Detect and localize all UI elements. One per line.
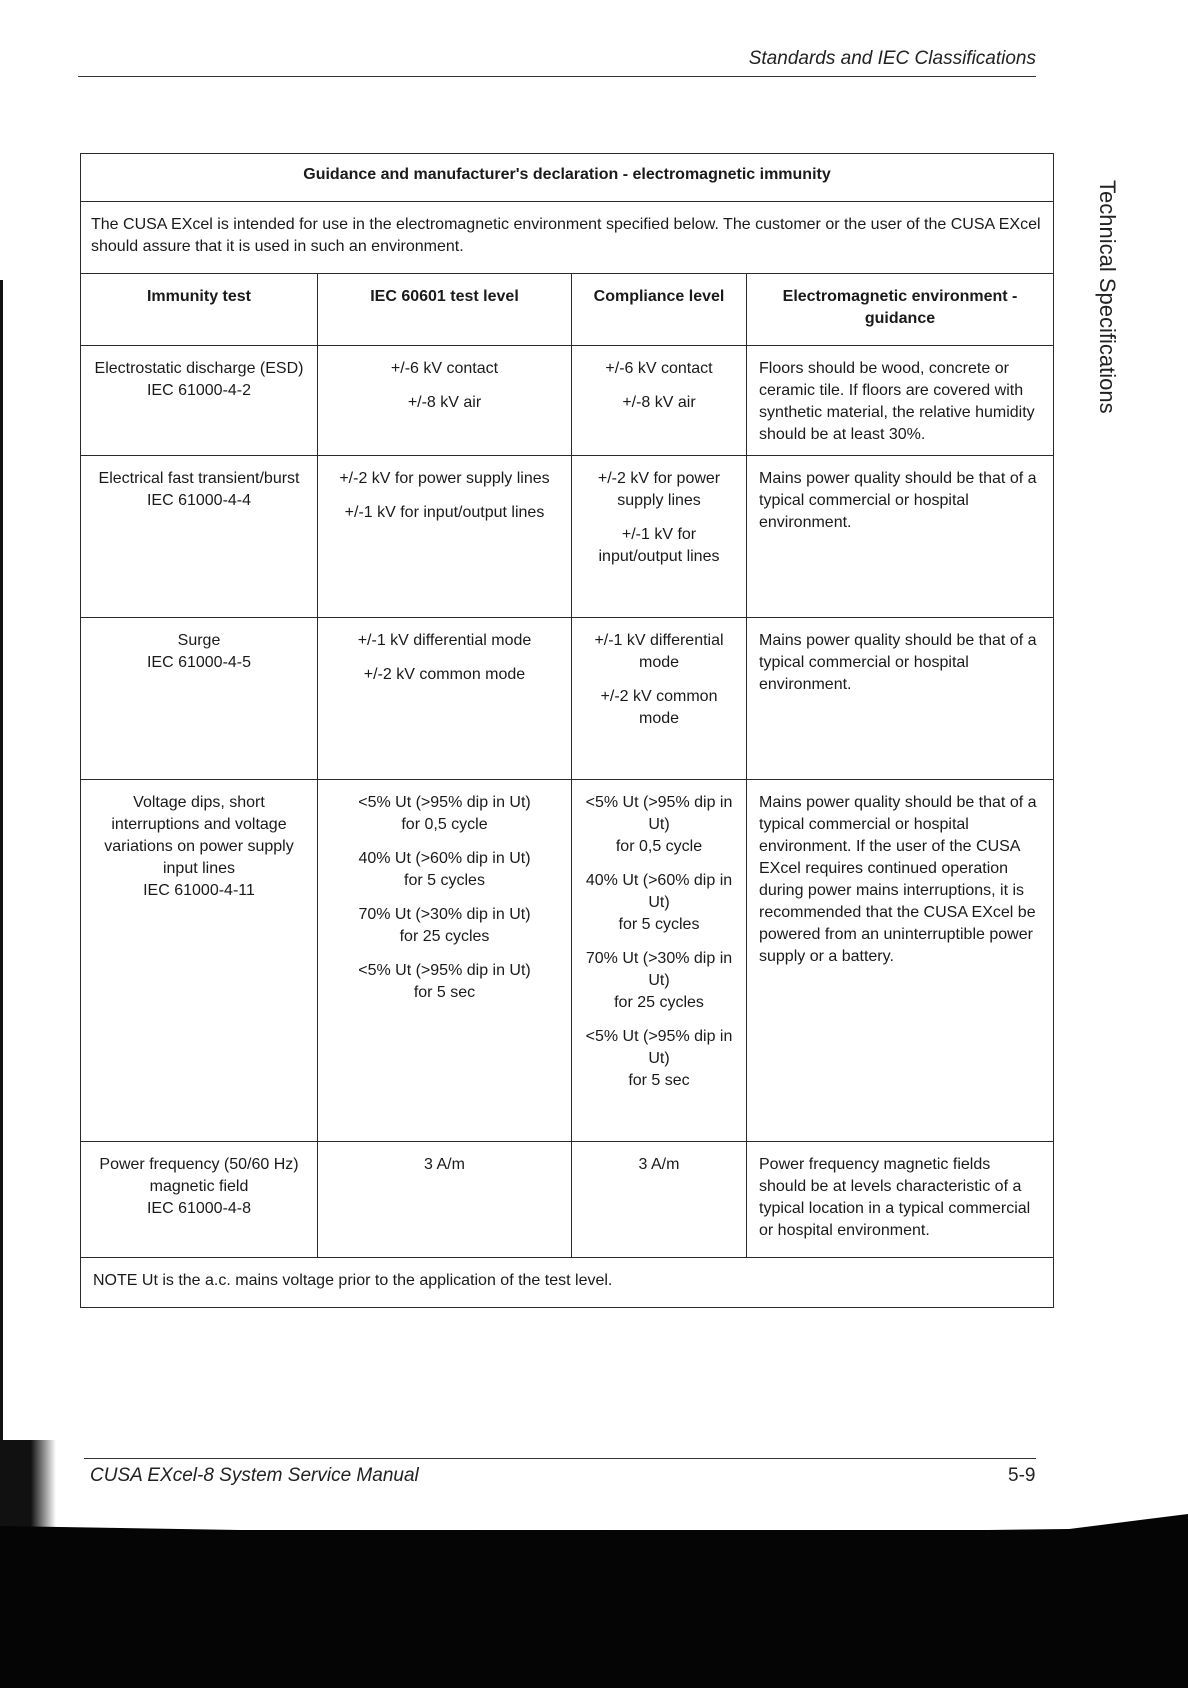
iec-test-level-item: +/-8 kV air [407, 394, 482, 411]
footer-manual-title: CUSA EXcel-8 System Service Manual [90, 1465, 419, 1486]
iec-test-level-cell [318, 1142, 572, 1258]
iec-test-level-item: +/-2 kV for power supply lines [339, 470, 550, 487]
side-tab-label: Technical Specifications [1095, 180, 1120, 414]
iec-test-level-item: 3 A/m [424, 1156, 465, 1173]
iec-test-level-item: 70% Ut (>30% dip in Ut) for 25 cycles [358, 906, 531, 945]
guidance-cell [747, 618, 1054, 780]
table-row [81, 346, 1054, 456]
compliance-level-item: +/-8 kV air [622, 394, 696, 411]
immunity-test-text: Voltage dips, short interruptions and voltage variations on power supply input lines IEC 61000-4-11 [104, 794, 294, 899]
compliance-level-cell [572, 780, 747, 1142]
guidance-cell [747, 780, 1054, 1142]
compliance-level-cell [572, 346, 747, 456]
compliance-level-item: 40% Ut (>60% dip in Ut) for 5 cycles [585, 872, 733, 933]
immunity-test-cell [81, 618, 318, 780]
guidance-text: Mains power quality should be that of a typical commercial or hospital environment. If the user of the CUSA EXcel requires continued operation during power mains interruptions, it is recommended that the CUSA EXcel be powered from an uninterruptible power supply or a battery. [759, 794, 1037, 965]
immunity-test-cell [81, 1142, 318, 1258]
table-row [81, 1142, 1054, 1258]
guidance-cell [747, 1142, 1054, 1258]
immunity-test-text: Electrical fast transient/burst IEC 61000-4-4 [98, 470, 300, 509]
table-row [81, 618, 1054, 780]
immunity-test-text: Surge IEC 61000-4-5 [146, 632, 252, 671]
iec-test-level-item: 40% Ut (>60% dip in Ut) for 5 cycles [358, 850, 531, 889]
column-header: Immunity test [81, 274, 318, 346]
compliance-level-item: +/-6 kV contact [605, 360, 713, 377]
iec-test-level-item: +/-1 kV differential mode [357, 632, 532, 649]
iec-test-level-cell [318, 780, 572, 1142]
compliance-level-cell [572, 1142, 747, 1258]
table-intro: The CUSA EXcel is intended for use in the electromagnetic environment specified below. The customer or the user of the CUSA EXcel should assure that it is used in such an environment. [81, 202, 1054, 274]
compliance-level-item: 70% Ut (>30% dip in Ut) for 25 cycles [585, 950, 733, 1011]
compliance-level-cell [572, 456, 747, 618]
scan-edge-fragment [0, 1440, 56, 1530]
guidance-text: Power frequency magnetic fields should be at levels characteristic of a typical location in a typical commercial or hospital environment. [759, 1156, 1031, 1239]
iec-test-level-item: +/-1 kV for input/output lines [344, 504, 545, 521]
header-rule [78, 76, 1036, 77]
compliance-level-item: 3 A/m [638, 1156, 680, 1173]
compliance-level-item: <5% Ut (>95% dip in Ut) for 0,5 cycle [585, 794, 733, 855]
immunity-test-text: Power frequency (50/60 Hz) magnetic field IEC 61000-4-8 [99, 1156, 299, 1217]
column-header: Compliance level [572, 274, 747, 346]
iec-test-level-item: +/-2 kV common mode [363, 666, 526, 683]
column-header: Electromagnetic environment - guidance [747, 274, 1054, 346]
table-title: Guidance and manufacturer's declaration - electromagnetic immunity [81, 154, 1054, 202]
table-row [81, 456, 1054, 618]
table-row [81, 780, 1054, 1142]
column-header: IEC 60601 test level [318, 274, 572, 346]
running-header: Standards and IEC Classifications [748, 48, 1036, 69]
immunity-test-text: Electrostatic discharge (ESD) IEC 61000-4-2 [94, 360, 304, 399]
compliance-level-cell [572, 618, 747, 780]
scan-edge [0, 280, 3, 1540]
compliance-level-item: +/-2 kV common mode [600, 688, 718, 727]
iec-test-level-cell [318, 346, 572, 456]
guidance-text: Mains power quality should be that of a typical commercial or hospital environment. [759, 632, 1037, 693]
scan-bottom-band [0, 1530, 1188, 1688]
side-tab [1090, 180, 1130, 430]
iec-test-level-item: <5% Ut (>95% dip in Ut) for 0,5 cycle [358, 794, 531, 833]
header-row [81, 274, 1054, 346]
immunity-test-cell [81, 346, 318, 456]
immunity-table [80, 153, 1054, 1308]
footer-rule [84, 1458, 1036, 1459]
immunity-test-cell [81, 456, 318, 618]
compliance-level-item: +/-1 kV differential mode [594, 632, 724, 671]
iec-test-level-cell [318, 456, 572, 618]
iec-test-level-item: +/-6 kV contact [390, 360, 499, 377]
iec-test-level-cell [318, 618, 572, 780]
guidance-cell [747, 346, 1054, 456]
footer-page-number: 5-9 [1008, 1465, 1036, 1486]
compliance-level-item: +/-2 kV for power supply lines [597, 470, 721, 509]
guidance-text: Mains power quality should be that of a typical commercial or hospital environment. [759, 470, 1037, 531]
table-note: NOTE Ut is the a.c. mains voltage prior to the application of the test level. [81, 1258, 1054, 1308]
table-body [81, 346, 1054, 1258]
compliance-level-item: <5% Ut (>95% dip in Ut) for 5 sec [585, 1028, 733, 1089]
immunity-test-cell [81, 780, 318, 1142]
guidance-cell [747, 456, 1054, 618]
compliance-level-item: +/-1 kV for input/output lines [598, 526, 720, 565]
guidance-text: Floors should be wood, concrete or ceramic tile. If floors are covered with synthetic material, the relative humidity should be at least 30%. [759, 360, 1035, 443]
iec-test-level-item: <5% Ut (>95% dip in Ut) for 5 sec [358, 962, 531, 1001]
